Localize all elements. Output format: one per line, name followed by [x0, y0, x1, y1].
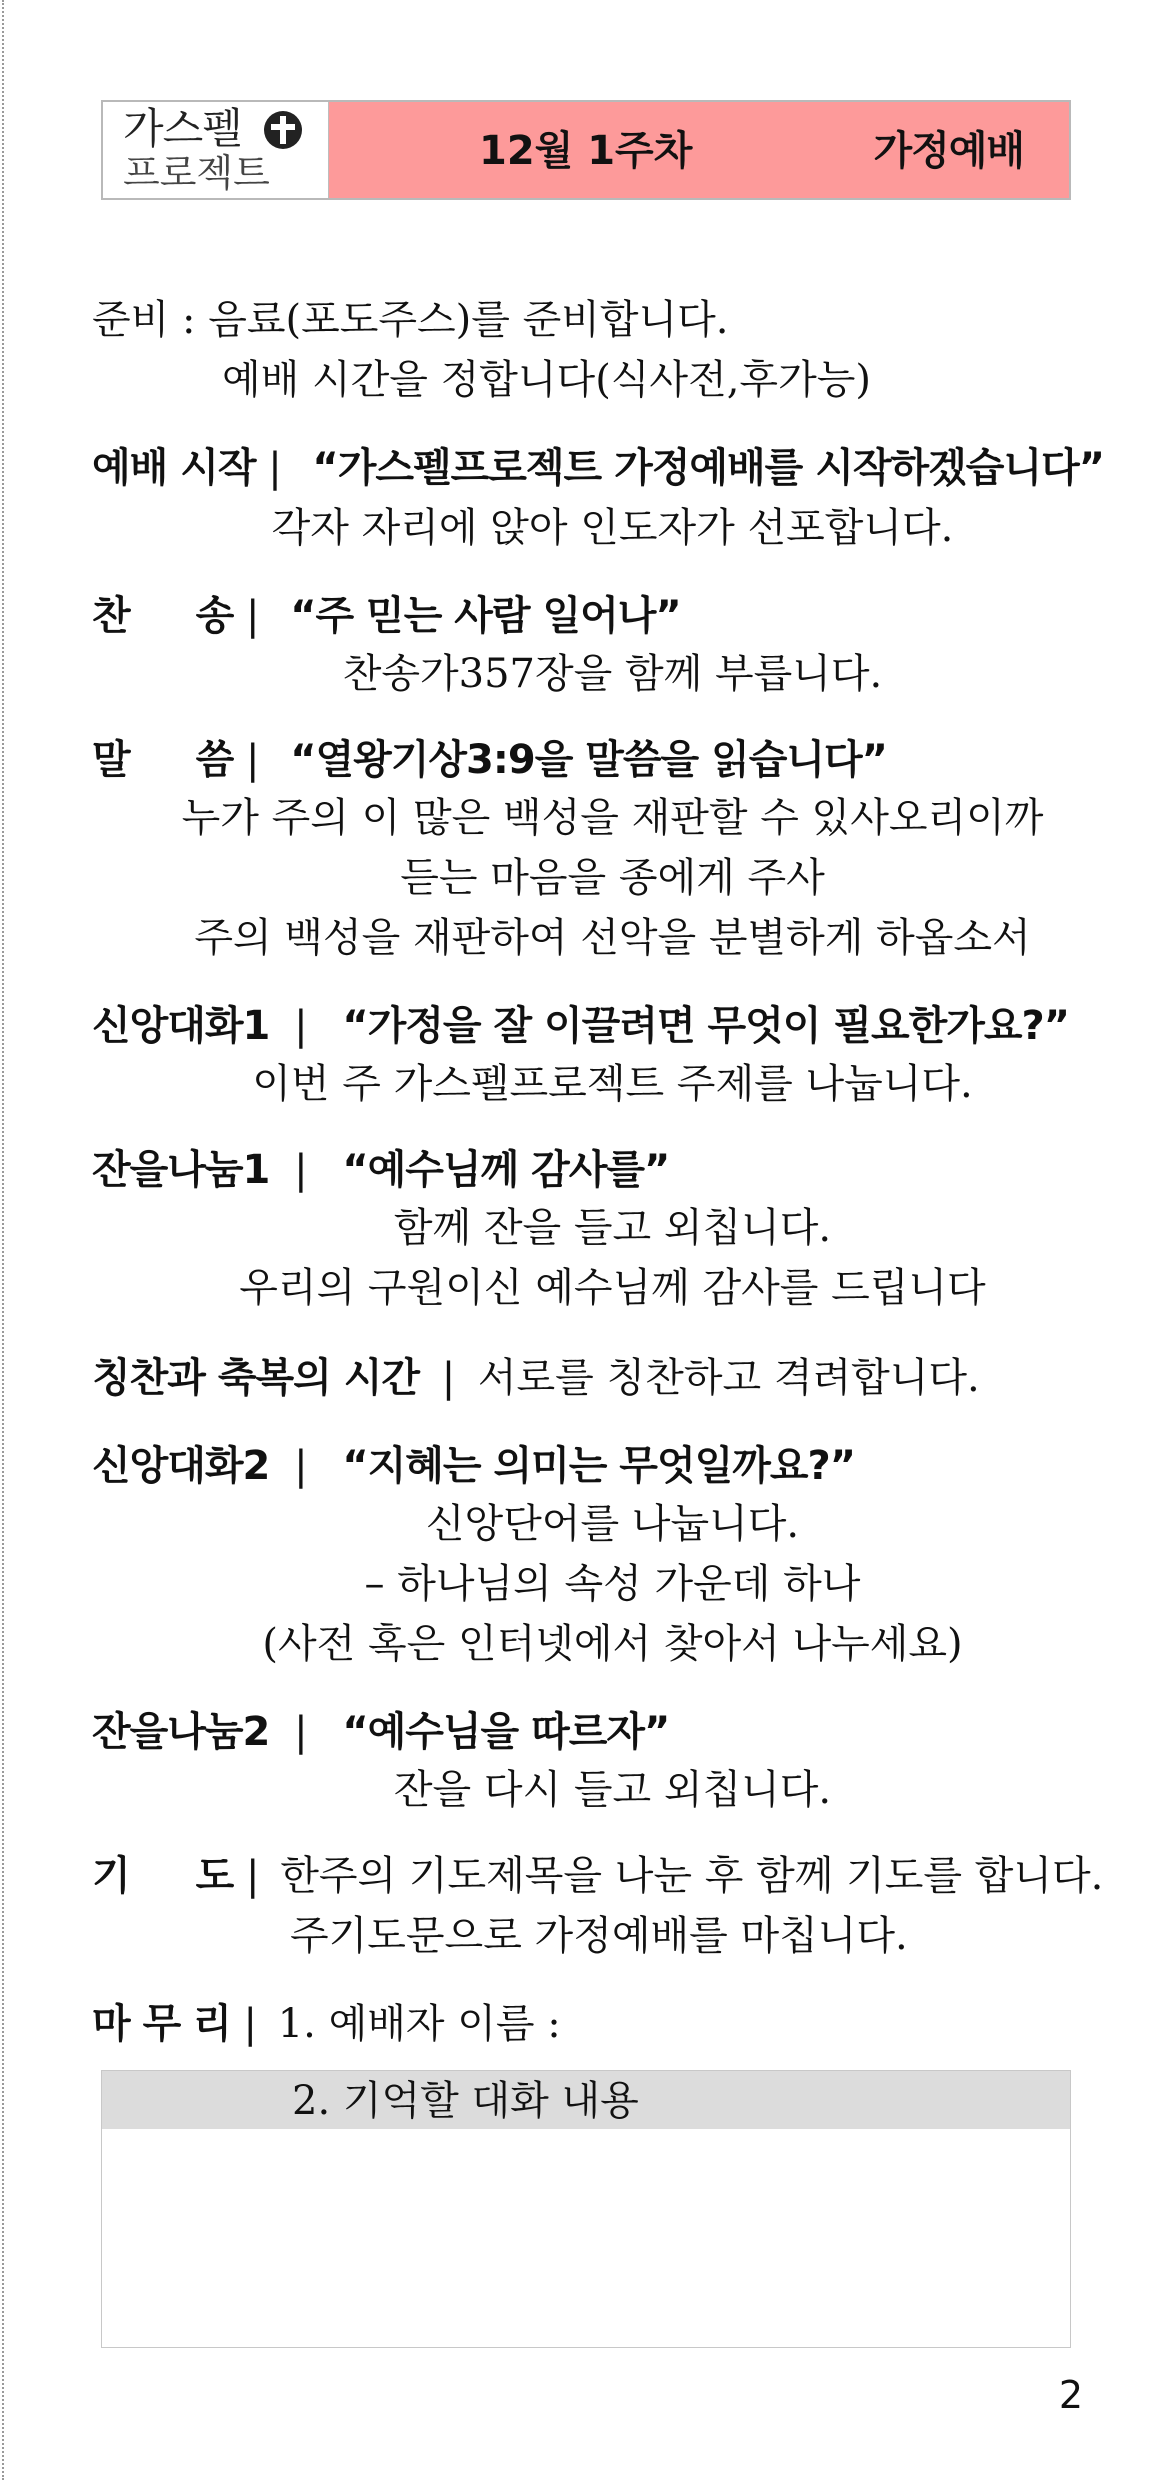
cup1-quote: “예수님께 감사를”: [342, 1147, 670, 1193]
start-quote: “가스펠프로젝트 가정예배를 시작하겠습니다”: [312, 445, 1105, 491]
hymn-label-a: 찬: [92, 593, 130, 639]
word-separator: |: [246, 737, 260, 783]
start-label: 예배 시작: [92, 445, 256, 491]
word-label-b: 씀: [195, 737, 234, 783]
page-header: [101, 100, 1071, 200]
banner-title: 가정예배: [873, 128, 1024, 174]
cup2-label: 잔을나눔2: [92, 1709, 270, 1755]
talk2-line-1: 신앙단어를 나눕니다.: [425, 1501, 800, 1547]
start-heading: [92, 440, 1104, 496]
page-number: 2: [1058, 2373, 1083, 2417]
cup1-line-1: 함께 잔을 들고 외칩니다.: [393, 1205, 832, 1251]
week-label: 12월 1주차: [479, 128, 693, 174]
prayer-line-1: 한주의 기도제목을 나눈 후 함께 기도를 합니다.: [280, 1853, 1104, 1899]
prep-label: 준비 :: [92, 297, 209, 343]
logo-top-text: 가스펠: [123, 104, 242, 153]
prep-line-2: [222, 352, 871, 408]
talk2-label: 신앙대화2: [92, 1443, 270, 1489]
cross-icon: [263, 110, 303, 150]
prayer-separator: |: [246, 1853, 260, 1899]
memo-title: 2. 기억할 대화 내용: [292, 2078, 639, 2124]
closing-separator: |: [243, 2001, 257, 2047]
closing-heading: [92, 1996, 561, 2052]
word-line-3: 주의 백성을 재판하여 선악을 분별하게 하옵소서: [194, 915, 1031, 961]
memo-header: [102, 2071, 1070, 2129]
hymn-heading: [92, 588, 681, 644]
talk1-separator: |: [294, 1003, 308, 1049]
praise-separator: |: [441, 1355, 456, 1401]
cup1-heading: [92, 1142, 669, 1198]
cup2-heading: [92, 1704, 669, 1760]
talk1-quote: “가정을 잘 이끌려면 무엇이 필요한가요?”: [342, 1003, 1070, 1049]
talk2-heading: [92, 1438, 855, 1494]
prep-text-1: 음료(포도주스)를 준비합니다.: [208, 297, 729, 343]
start-desc: 각자 자리에 앉아 인도자가 선포합니다.: [271, 505, 954, 551]
talk1-label: 신앙대화1: [92, 1003, 270, 1049]
memo-box[interactable]: [101, 2070, 1071, 2348]
prayer-label-b: 도: [195, 1853, 234, 1899]
logo-bottom-text: 프로젝트: [123, 151, 270, 195]
hymn-label-b: 송: [195, 593, 234, 639]
prep-text-2: 예배 시간을 정합니다(식사전,후가능): [222, 357, 871, 403]
prayer-label-a: 기: [92, 1853, 130, 1899]
talk1-desc: 이번 주 가스펠프로젝트 주제를 나눕니다.: [252, 1061, 973, 1107]
closing-label: 마 무 리: [92, 2001, 231, 2047]
hymn-desc: 찬송가357장을 함께 부릅니다.: [342, 651, 883, 697]
cup2-desc: 잔을 다시 들고 외칩니다.: [393, 1767, 832, 1813]
cup1-label: 잔을나눔1: [92, 1147, 270, 1193]
gospel-project-logo: [103, 102, 329, 198]
hymn-separator: |: [246, 593, 260, 639]
word-label-a: 말: [92, 737, 130, 783]
cup2-separator: |: [294, 1709, 308, 1755]
word-line-1: 누가 주의 이 많은 백성을 재판할 수 있사오리이까: [181, 795, 1044, 841]
start-separator: |: [268, 445, 282, 491]
talk2-quote: “지혜는 의미는 무엇일까요?”: [342, 1443, 856, 1489]
word-quote: “열왕기상3:9을 말씀을 읽습니다”: [290, 737, 887, 783]
praise-label: 칭찬과 축복의 시간: [92, 1355, 419, 1401]
prayer-line-2: 주기도문으로 가정예배를 마칩니다.: [290, 1913, 908, 1959]
cup2-quote: “예수님을 따르자”: [342, 1709, 670, 1755]
praise-heading: [92, 1350, 980, 1406]
talk2-separator: |: [294, 1443, 308, 1489]
cup1-line-2: 우리의 구원이신 예수님께 감사를 드립니다: [239, 1265, 986, 1311]
prep-line-1: [92, 292, 729, 348]
praise-desc: 서로를 칭찬하고 격려합니다.: [477, 1355, 980, 1401]
worshiper-name-label: 1. 예배자 이름 :: [277, 2001, 561, 2047]
word-heading: [92, 732, 887, 788]
talk2-line-2: – 하나님의 속성 가운데 하나: [364, 1561, 861, 1607]
talk2-line-3: (사전 혹은 인터넷에서 찾아서 나누세요): [262, 1621, 963, 1667]
word-line-2: 듣는 마음을 종에게 주사: [400, 855, 825, 901]
hymn-quote: “주 믿는 사람 일어나”: [290, 593, 681, 639]
cup1-separator: |: [294, 1147, 308, 1193]
header-banner: [329, 102, 1069, 198]
prayer-heading: [92, 1848, 1103, 1904]
talk1-heading: [92, 998, 1069, 1054]
